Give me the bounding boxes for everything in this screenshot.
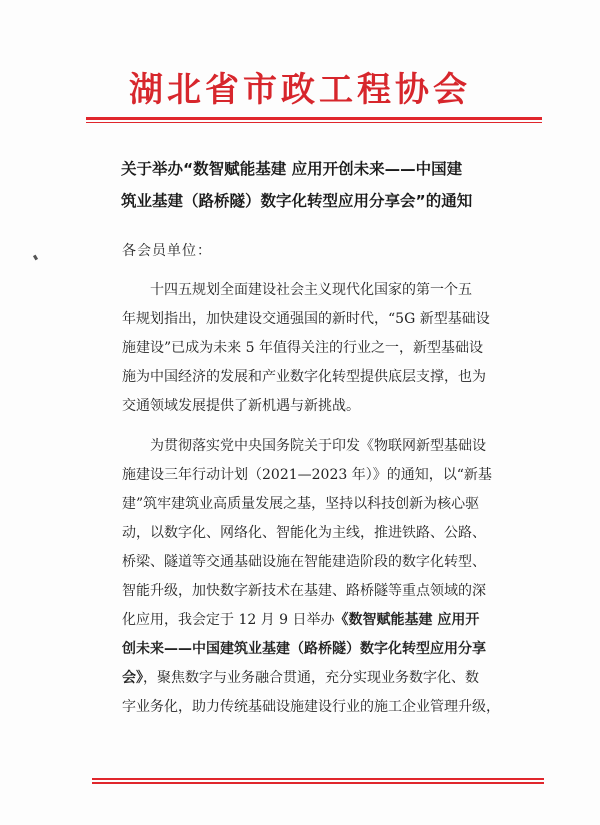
paragraph-1-line: 年规划指出，加快建设交通强国的新时代，“5G 新型基础设 xyxy=(122,311,490,327)
stray-mark xyxy=(33,255,38,261)
letterhead-rule-thin xyxy=(86,122,542,123)
paragraph-2 xyxy=(122,432,542,722)
footer-rule-1 xyxy=(92,778,544,780)
organization-letterhead: 湖北省市政工程协会 xyxy=(129,70,471,110)
title-line-1: 关于举办“数智赋能基建 应用开创未来——中国建 xyxy=(121,160,463,178)
event-name-part-3: 会》 xyxy=(122,670,143,686)
paragraph-1 xyxy=(122,276,542,421)
paragraph-2-line: 建”筑牢建筑业高质量发展之基，坚持以科技创新为核心驱 xyxy=(122,496,480,512)
paragraph-2-line: 字业务化，助力传统基础设施建设行业的施工企业管理升级， xyxy=(122,699,500,715)
paragraph-2-line: 为贯彻落实党中央国务院关于印发《物联网新型基础设 xyxy=(150,438,486,454)
paragraph-2-text: ，聚焦数字与业务融合贯通，充分实现业务数字化、数 xyxy=(143,670,479,686)
document-title xyxy=(121,153,551,217)
paragraph-2-line xyxy=(122,606,542,635)
paragraph-1-line: 十四五规划全面建设社会主义现代化国家的第一个五 xyxy=(150,282,472,298)
paragraph-2-line xyxy=(122,664,542,693)
paragraph-2-line: 动，以数字化、网络化、智能化为主线，推进铁路、公路、 xyxy=(122,525,486,541)
paragraph-1-line: 施为中国经济的发展和产业数字化转型提供底层支撑，也为 xyxy=(122,369,486,385)
salutation: 各会员单位： xyxy=(122,243,212,259)
paragraph-1-line: 交通领域发展提供了新机遇与新挑战。 xyxy=(122,398,360,414)
paragraph-1-line: 施建设”已成为未来 5 年值得关注的行业之一，新型基础设 xyxy=(122,340,483,356)
letterhead-rule-thick xyxy=(86,117,542,120)
event-date-text: 化应用，我会定于 12 月 9 日举办 xyxy=(122,612,335,628)
event-name-part-2: 创未来——中国建筑业基建（路桥隧）数字化转型应用分享 xyxy=(122,641,486,657)
paragraph-2-line: 桥梁、隧道等交通基础设施在智能建造阶段的数字化转型、 xyxy=(122,554,486,570)
event-name-part-1: 《数智赋能基建 应用开 xyxy=(334,612,480,628)
paragraph-2-line: 施建设三年行动计划（2021—2023 年）》的通知，以“新基 xyxy=(122,467,492,483)
paragraph-2-line: 智能升级，加快数字新技术在基建、路桥隧等重点领域的深 xyxy=(122,583,486,599)
title-line-2: 筑业基建（路桥隧）数字化转型应用分享会”的通知 xyxy=(121,192,473,210)
footer-rule-2 xyxy=(92,782,544,784)
